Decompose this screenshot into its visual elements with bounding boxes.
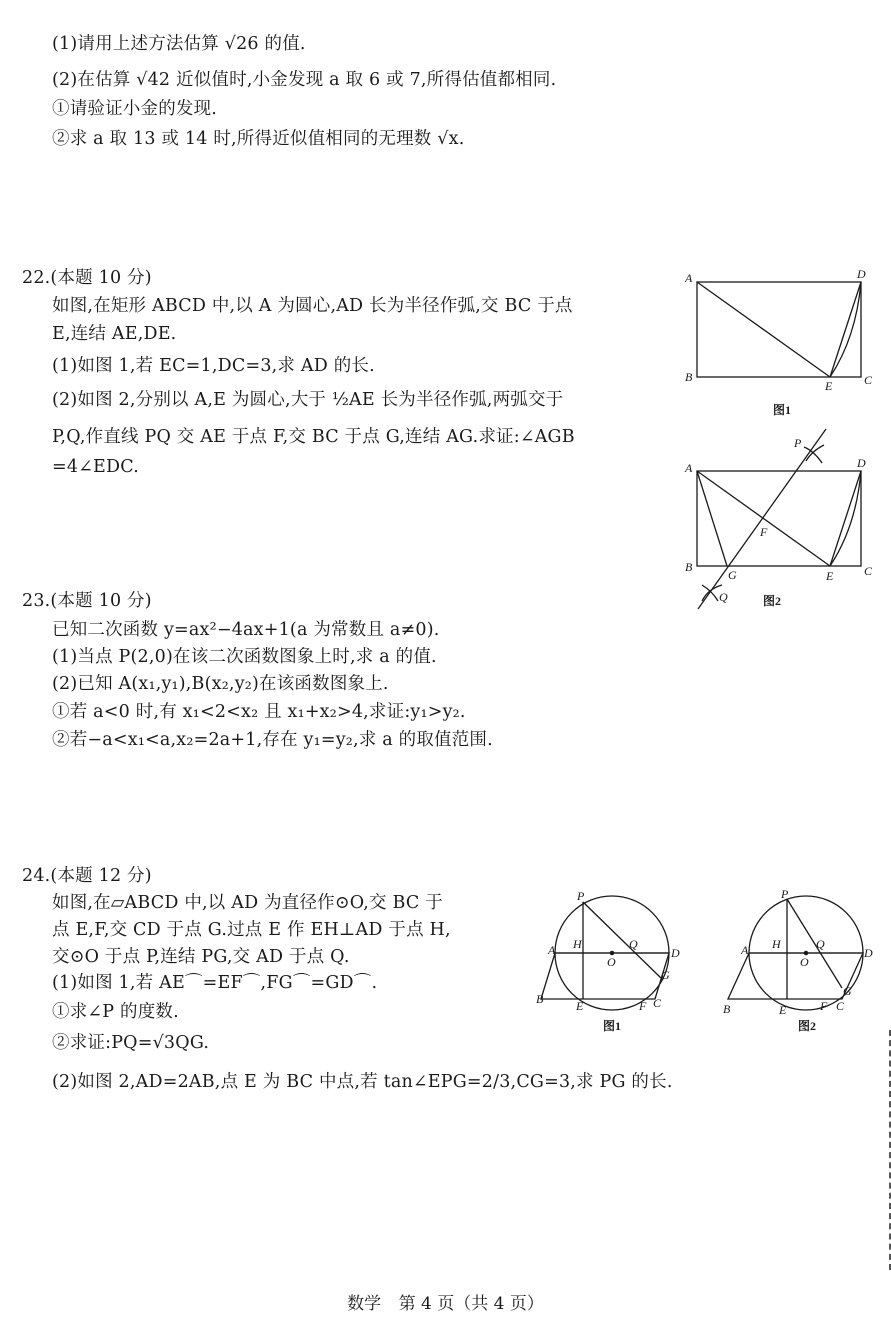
segment-de	[830, 471, 861, 566]
label-d: D	[864, 946, 873, 960]
q23-heading: 23.(本题 10 分)	[22, 591, 152, 611]
q24-line-1: 如图,在▱ABCD 中,以 AD 为直径作⊙O,交 BC 于	[52, 893, 443, 913]
binding-edge	[887, 1030, 891, 1270]
rect-abcd	[697, 282, 861, 377]
segment-de	[830, 282, 861, 377]
segment-pg	[787, 899, 842, 988]
label-e: E	[576, 999, 584, 1013]
label-b: B	[536, 992, 544, 1006]
q21-line-3: ①请验证小金的发现.	[52, 99, 218, 119]
label-c: C	[864, 373, 873, 387]
q24-line-5: ①求∠P 的度数.	[52, 1002, 179, 1022]
fig2-caption: 图2	[798, 1019, 817, 1033]
q24-figure-1	[535, 890, 685, 1040]
label-a: A	[685, 271, 693, 285]
label-b: B	[723, 1002, 731, 1016]
q23-line-5: ②若−a<x₁<a,x₂=2a+1,存在 y₁=y₂,求 a 的取值范围.	[52, 730, 493, 750]
fig2-caption: 图2	[763, 594, 782, 608]
label-p: P	[781, 890, 789, 901]
q22-figure-1	[680, 268, 880, 423]
segment-ag	[697, 471, 727, 566]
segment-ae	[697, 282, 830, 377]
label-d: D	[671, 946, 680, 960]
q24-line-2: 点 E,F,交 CD 于点 G.过点 E 作 EH⊥AD 于点 H,	[52, 920, 451, 940]
label-o: O	[800, 955, 809, 969]
label-p: P	[794, 436, 802, 450]
label-e: E	[826, 569, 834, 583]
q22-line-3: (1)如图 1,若 EC=1,DC=3,求 AD 的长.	[52, 356, 375, 376]
label-c: C	[864, 564, 873, 578]
q22-line-2: E,连结 AE,DE.	[52, 324, 177, 344]
fig1-caption: 图1	[773, 403, 792, 417]
q24-line-7: (2)如图 2,AD=2AB,点 E 为 BC 中点,若 tan∠EPG=2/3,CG=3,求 PG 的长.	[52, 1072, 673, 1092]
q24-heading: 24.(本题 12 分)	[22, 866, 152, 886]
q23-line-3: (2)已知 A(x₁,y₁),B(x₂,y₂)在该函数图象上.	[52, 674, 389, 694]
label-c: C	[836, 999, 845, 1013]
label-g: G	[661, 968, 670, 982]
q22-line-4: (2)如图 2,分别以 A,E 为圆心,大于 ½AE 长为半径作弧,两弧交于	[52, 390, 564, 410]
label-f: F	[760, 525, 768, 539]
segment-ae	[697, 471, 830, 566]
segment-pg	[583, 902, 663, 980]
label-d: D	[857, 268, 866, 281]
q22-line-6: =4∠EDC.	[52, 457, 139, 477]
q22-line-5: P,Q,作直线 PQ 交 AE 于点 F,交 BC 于点 G,连结 AG.求证:∠AGB	[52, 427, 575, 447]
q24-figure-2	[718, 890, 878, 1040]
label-a: A	[685, 461, 693, 475]
q21-line-2: (2)在估算 √42 近似值时,小金发现 a 取 6 或 7,所得估值都相同.	[52, 70, 557, 90]
label-h: H	[573, 937, 582, 951]
label-h: H	[772, 937, 781, 951]
q22-line-1: 如图,在矩形 ABCD 中,以 A 为圆心,AD 长为半径作弧,交 BC 于点	[52, 296, 573, 316]
label-e: E	[825, 379, 833, 393]
q22-figure-2	[680, 425, 885, 615]
footer-page-number: 第 4 页（共 4 页）	[398, 1294, 544, 1314]
q21-line-1: (1)请用上述方法估算 √26 的值.	[52, 34, 306, 54]
label-o: O	[607, 955, 616, 969]
q24-line-3: 交⊙O 于点 P,连结 PG,交 AD 于点 Q.	[52, 947, 350, 967]
page-footer	[0, 1289, 891, 1314]
q23-line-1: 已知二次函数 y=ax²−4ax+1(a 为常数且 a≠0).	[52, 620, 440, 640]
q23-line-2: (1)当点 P(2,0)在该二次函数图象上时,求 a 的值.	[52, 647, 437, 667]
label-g: G	[843, 984, 852, 998]
label-f: F	[639, 999, 647, 1013]
rect-abcd	[697, 471, 861, 566]
q23-line-4: ①若 a<0 时,有 x₁<2<x₂ 且 x₁+x₂>4,求证:y₁>y₂.	[52, 702, 466, 722]
q21-line-4: ②求 a 取 13 或 14 时,所得近似值相同的无理数 √x.	[52, 129, 465, 149]
label-d: D	[857, 456, 866, 470]
fig1-caption: 图1	[603, 1019, 622, 1033]
q24-line-6: ②求证:PQ=√3QG.	[52, 1033, 210, 1053]
q24-line-4: (1)如图 1,若 AE⌒=EF⌒,FG⌒=GD⌒.	[52, 973, 378, 993]
label-b: B	[685, 560, 693, 574]
label-b: B	[685, 370, 693, 384]
label-q: Q	[629, 937, 638, 951]
line-pq	[698, 429, 826, 609]
label-a: A	[741, 943, 749, 957]
label-f: F	[820, 999, 828, 1013]
label-a: A	[548, 943, 556, 957]
label-p: P	[577, 890, 585, 903]
label-e: E	[779, 1003, 787, 1017]
label-g: G	[728, 568, 737, 582]
label-q: Q	[816, 937, 825, 951]
label-c: C	[653, 996, 662, 1010]
footer-subject: 数学	[347, 1294, 382, 1314]
label-q: Q	[719, 590, 728, 604]
q22-heading: 22.(本题 10 分)	[22, 268, 152, 288]
